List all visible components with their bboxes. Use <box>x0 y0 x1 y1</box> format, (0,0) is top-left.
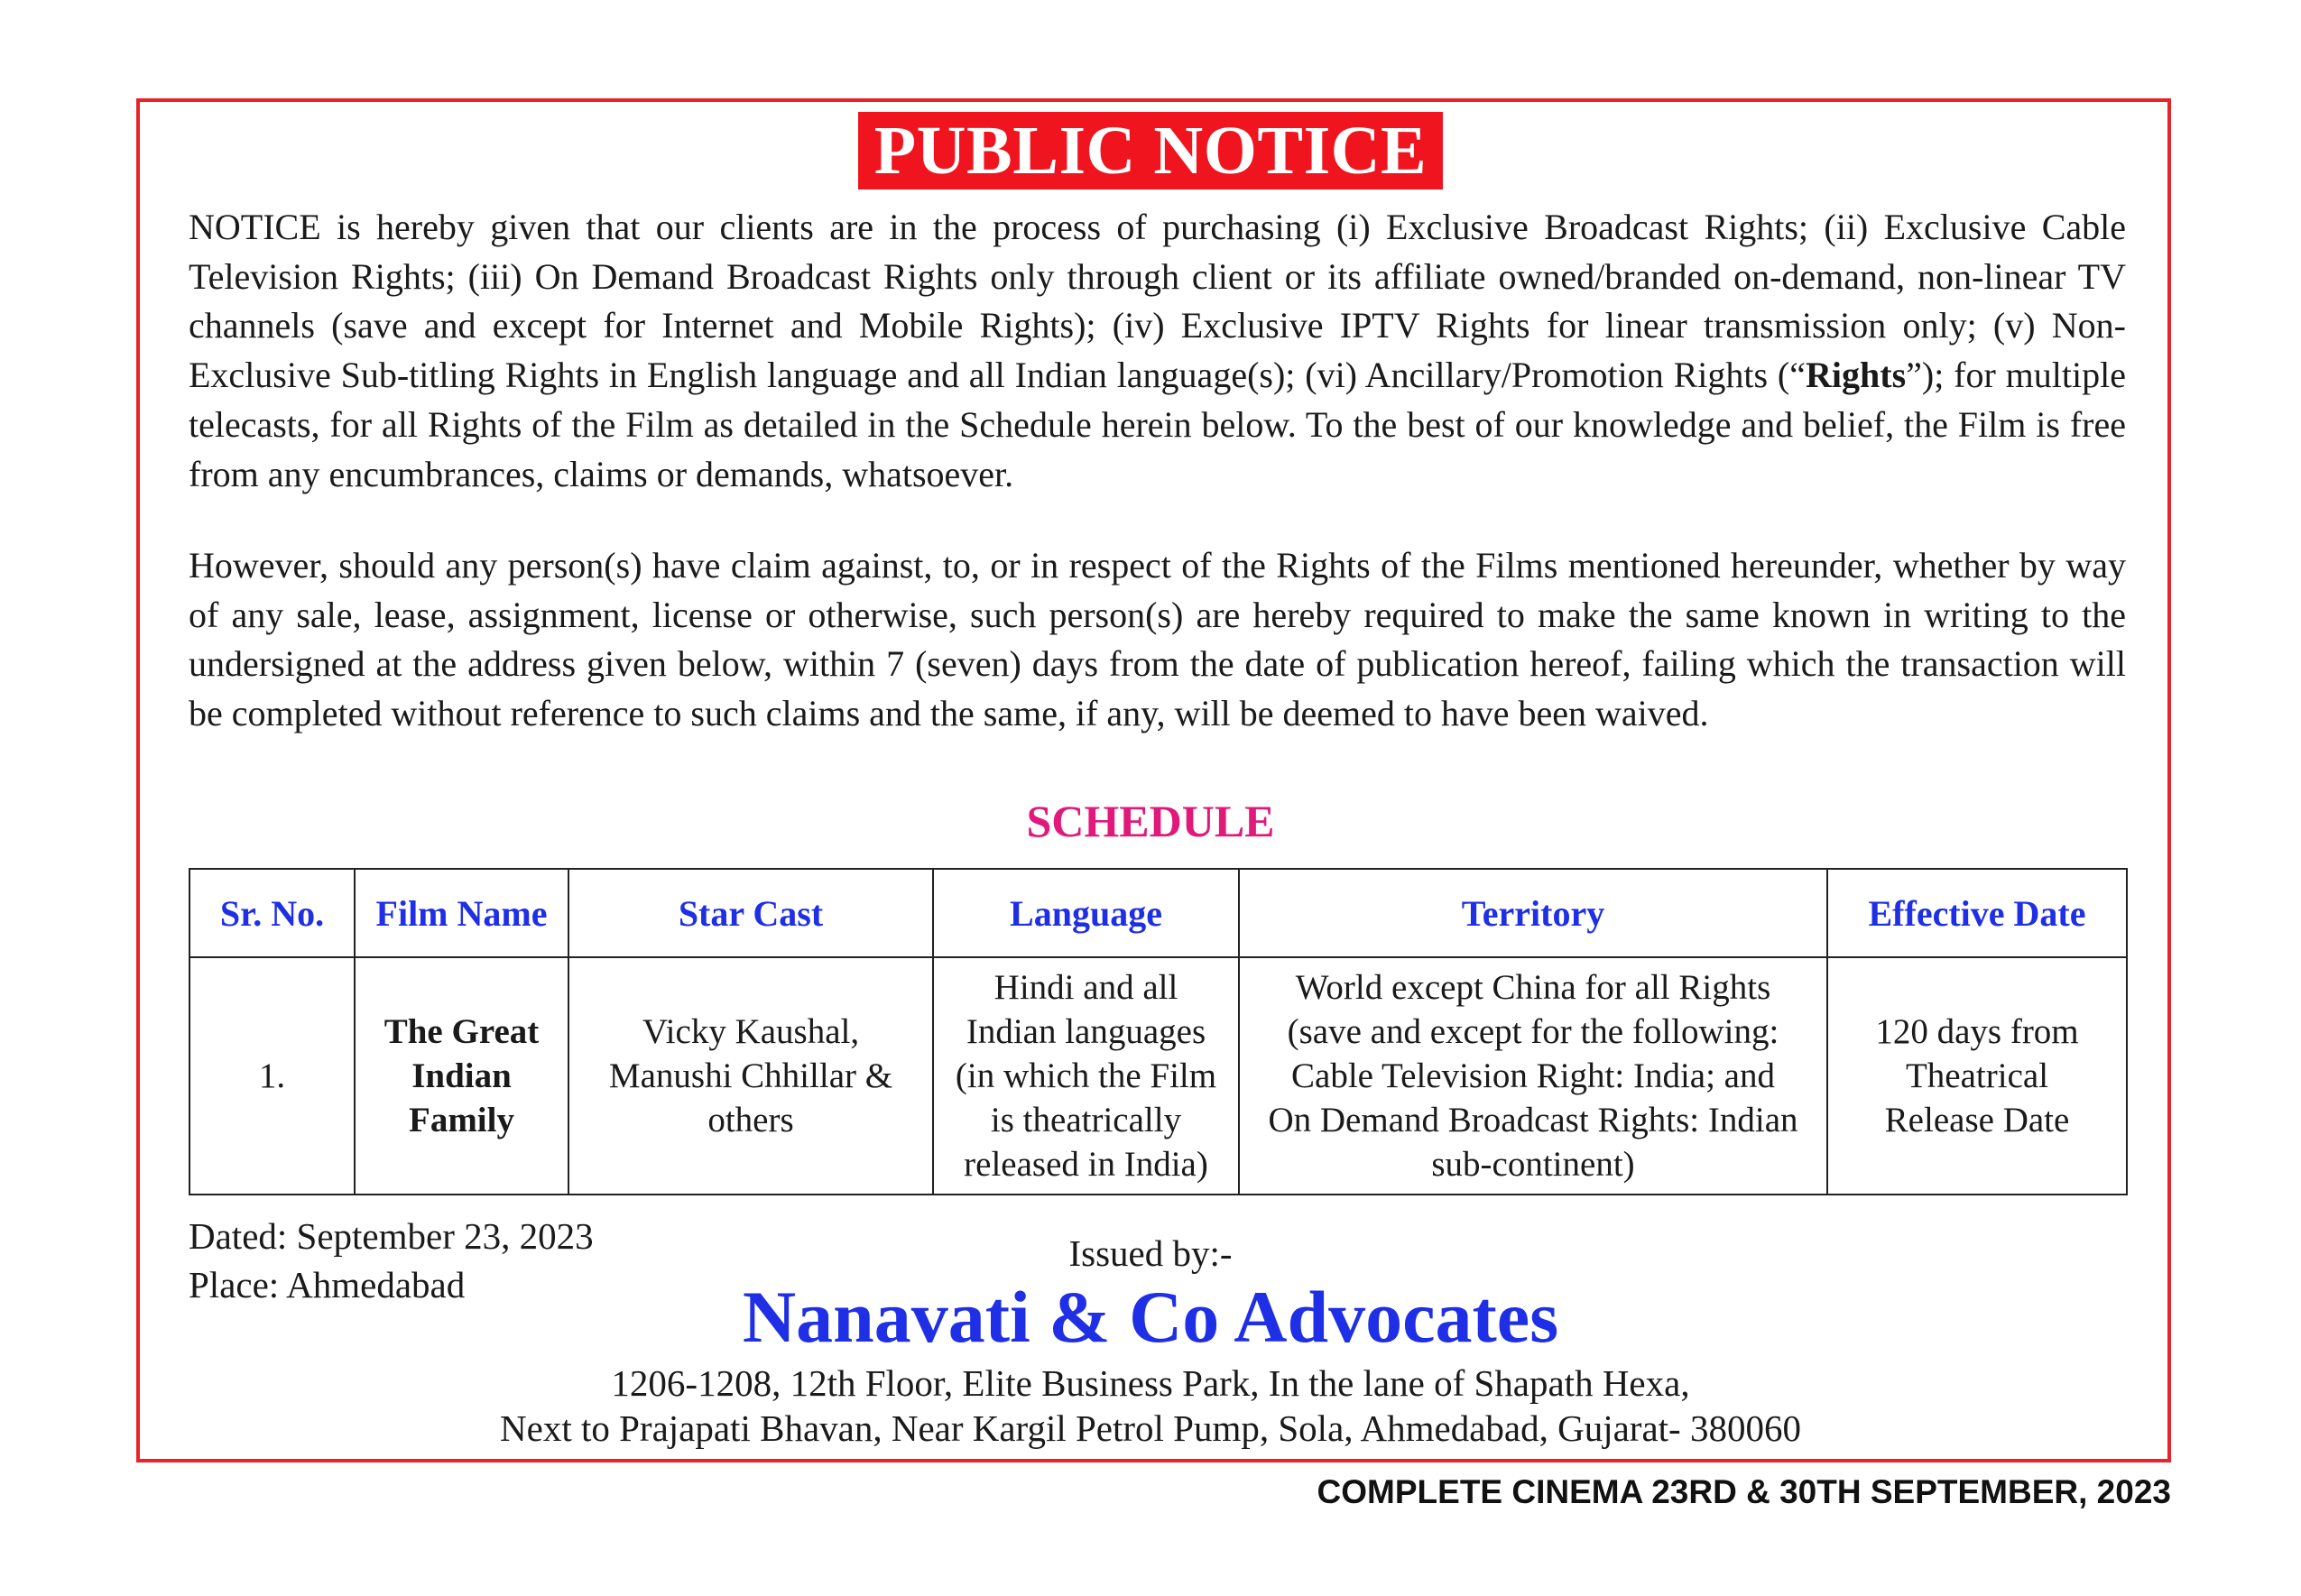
rights-defined-term: Rights <box>1806 355 1907 396</box>
address-line-2: Next to Prajapati Bhavan, Near Kargil Petrol Pump, Sola, Ahmedabad, Gujarat- 380060 <box>500 1407 1801 1449</box>
star-cast-line: Vicky Kaushal, <box>642 1012 860 1051</box>
notice-paragraph-2: However, should any person(s) have claim against, to, or in respect of the Rights of the Films mentioned hereunder, whether by way of any sale, lease, assignment, license or otherwise, such person(s) are hereby required to make the same known in writing to the undersigned at the address given below, within 7 (seven) days from the date of publication hereof, failing which the transaction will be completed without reference to such claims and the same, if any, will be deemed to have been waived. <box>189 545 2126 734</box>
film-name-line: Family <box>409 1101 514 1139</box>
effective-date-line: 120 days from <box>1875 1012 2079 1051</box>
header-sr-no: Sr. No. <box>189 869 355 957</box>
notice-paragraph-1 <box>189 203 2126 499</box>
cell-territory <box>1239 957 1827 1195</box>
film-name-line: The Great <box>384 1012 540 1051</box>
dated-text: Dated: September 23, 2023 <box>189 1215 594 1257</box>
header-territory: Territory <box>1239 869 1827 957</box>
language-line: is theatrically <box>990 1101 1182 1139</box>
star-cast-line: Manushi Chhillar & <box>608 1056 893 1095</box>
place-text: Place: Ahmedabad <box>189 1264 466 1305</box>
territory-line: sub-continent) <box>1431 1145 1635 1184</box>
cell-effective-date <box>1827 957 2127 1195</box>
effective-date-line: Release Date <box>1884 1101 2070 1139</box>
language-line: (in which the Film <box>955 1056 1217 1095</box>
header-film-name: Film Name <box>355 869 568 957</box>
cell-film-name <box>355 957 568 1195</box>
language-line: released in India) <box>964 1145 1208 1184</box>
territory-line: (save and except for the following: <box>1287 1012 1779 1051</box>
language-line: Indian languages <box>966 1012 1206 1051</box>
effective-date-line: Theatrical <box>1905 1056 2049 1095</box>
schedule-heading: SCHEDULE <box>1026 796 1275 846</box>
address-line-1: 1206-1208, 12th Floor, Elite Business Park, In the lane of Shapath Hexa, <box>611 1362 1690 1404</box>
language-line: Hindi and all <box>993 968 1178 1007</box>
para1-text-start: NOTICE is hereby given that our clients are in the process of purchasing (i) Exclusive Broadcast Rights; (ii) Exclusive Cable Television Rights; (iii) On Demand Broadcast Rights only through client or its affiliate owned/branded on-demand, non-linear TV channels (save and except for Internet and Mobile Rights); (iv) Exclusive IPTV Rights for linear transmission only; (v) Non-Exclusive Sub-titling Rights in English language and all Indian language(s); (vi) Ancillary/Promotion Rights (“ <box>189 207 2126 396</box>
publication-footer: COMPLETE CINEMA 23RD & 30TH SEPTEMBER, 2023 <box>1317 1473 2171 1510</box>
cell-language <box>933 957 1239 1195</box>
header-star-cast: Star Cast <box>568 869 933 957</box>
schedule-table <box>189 868 2128 1195</box>
firm-name: Nanavati & Co Advocates <box>742 1276 1559 1358</box>
issued-by-label: Issued by:- <box>1068 1232 1233 1274</box>
cell-sr-no: 1. <box>189 957 355 1195</box>
notice-title: PUBLIC NOTICE <box>858 112 1444 189</box>
header-language: Language <box>933 869 1239 957</box>
cell-star-cast <box>568 957 933 1195</box>
para1-text-end: ”); for multiple telecasts, for all Rights of the Film as detailed in the Schedule herein below. To the best of our knowledge and belief, the Film is free from any encumbrances, claims or demands, whatsoever. <box>189 355 2127 494</box>
territory-line: On Demand Broadcast Rights: Indian <box>1268 1101 1798 1139</box>
territory-line: World except China for all Rights <box>1295 968 1771 1007</box>
header-effective-date: Effective Date <box>1827 869 2127 957</box>
star-cast-line: others <box>707 1101 794 1139</box>
table-header-row <box>189 869 2127 957</box>
territory-line: Cable Television Right: India; and <box>1291 1056 1775 1095</box>
title-container <box>0 112 2301 189</box>
film-name-line: Indian <box>411 1056 512 1095</box>
firm-address <box>0 1361 2301 1451</box>
table-row <box>189 957 2127 1195</box>
